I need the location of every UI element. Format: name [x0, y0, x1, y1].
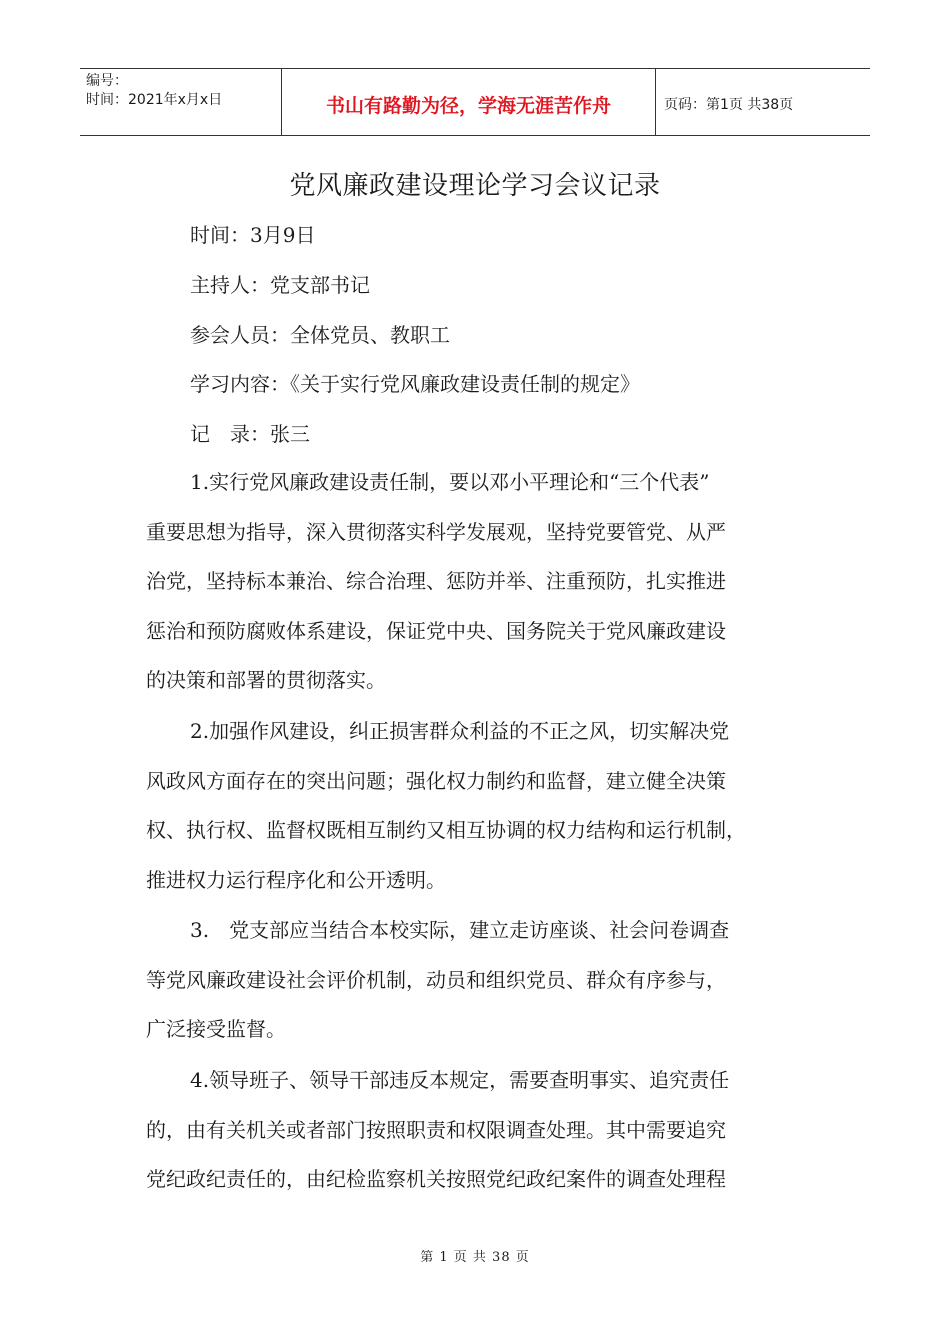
meeting-recorder: 记 录：张三 — [190, 422, 310, 446]
meeting-content: 学习内容：《关于实行党风廉政建设责任制的规定》 — [190, 372, 640, 396]
page-footer: 第 1 页 共 38 页 — [420, 1250, 530, 1265]
header-page-info: 页码：第1页 共38页 — [664, 97, 794, 113]
paragraph-3 — [146, 906, 796, 1055]
header-date: 时间：2021年x月x日 — [86, 92, 223, 108]
paragraph-line: 党纪政纪责任的，由纪检监察机关按照党纪政纪案件的调查处理程 — [146, 1167, 726, 1191]
paragraph-line: 重要思想为指导，深入贯彻落实科学发展观，坚持党要管党、从严 — [146, 519, 726, 544]
header-info-cell — [80, 69, 282, 135]
paragraph-line: 风政风方面存在的突出问题；强化权力制约和监督，建立健全决策 — [146, 768, 726, 793]
paragraph-line: 等党风廉政建设社会评价机制，动员和组织党员、群众有序参与， — [146, 967, 726, 992]
paragraph-2 — [146, 707, 796, 905]
paragraph-line: 4.领导班子、领导干部违反本规定，需要查明事实、追究责任 — [190, 1068, 730, 1092]
paragraph-1 — [146, 458, 796, 706]
meeting-time: 时间：3月9日 — [190, 223, 316, 247]
paragraph-line: 权、执行权、监督权既相互制约又相互协调的权力结构和运行机制， — [146, 818, 746, 842]
paragraph-line: 3. 党支部应当结合本校实际，建立走访座谈、社会问卷调查 — [190, 918, 730, 942]
meeting-attendees: 参会人员：全体党员、教职工 — [190, 323, 450, 347]
paragraph-line: 惩治和预防腐败体系建设，保证党中央、国务院关于党风廉政建设 — [146, 618, 726, 643]
paragraph-line: 推进权力运行程序化和公开透明。 — [146, 867, 446, 892]
header-motto: 书山有路勤为径，学海无涯苦作舟 — [282, 69, 656, 135]
document-title: 党风廉政建设理论学习会议记录 — [289, 171, 661, 201]
page-header-table — [80, 68, 870, 136]
paragraph-line: 治党，坚持标本兼治、综合治理、惩防并举、注重预防，扎实推进 — [146, 569, 726, 593]
paragraph-line: 2.加强作风建设，纠正损害群众利益的不正之风，切实解决党 — [190, 719, 730, 743]
paragraph-4 — [146, 1056, 796, 1205]
serial-number-label: 编号： — [86, 73, 128, 89]
paragraph-line: 的决策和部署的贯彻落实。 — [146, 668, 386, 692]
paragraph-line: 广泛接受监督。 — [146, 1017, 286, 1041]
meeting-host: 主持人：党支部书记 — [190, 273, 370, 297]
paragraph-line: 的，由有关机关或者部门按照职责和权限调查处理。其中需要追究 — [146, 1117, 726, 1142]
paragraph-line: 1.实行党风廉政建设责任制，要以邓小平理论和“三个代表” — [190, 470, 710, 494]
